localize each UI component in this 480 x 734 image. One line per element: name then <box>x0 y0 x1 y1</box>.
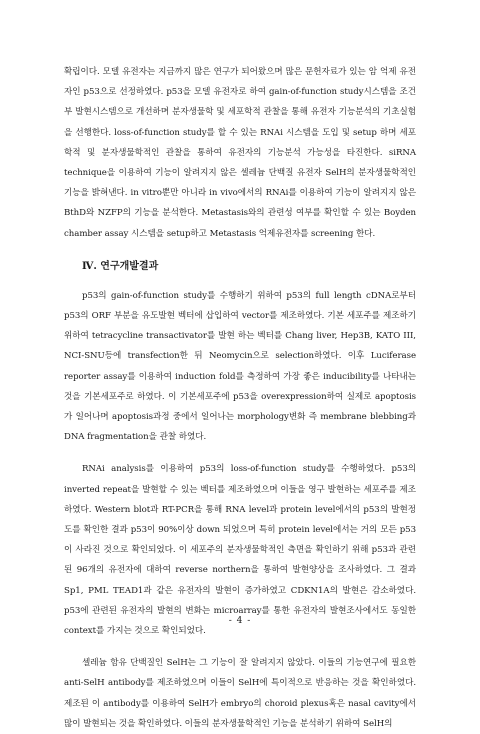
body-paragraph-1: p53의 gain-of-function study를 수행하기 위하여 p53의 full length cDNA로부터 p53의 ORF 부분을 유도발현 벡터에 삽입하여 vector를 제조하였다. 기본 세포주를 제조하기 위하여 tetracycline transactivator를 발현 하는 벡터를 Chang liver, Hep3B, KATO III, NCI-SNU등에 transfection한 뒤 Neomycin으로 selection하였다. 이후 Luciferase reporter assay를 이용하여 induction fold를 측정하여 가장 좋은 inducibility를 나타내는 것을 기본세포주로 하였다. 이 기본세포주에 p53을 overexpression하여 실제로 apoptosis가 일어나며 apoptosis과정 중에서 일어나는 morphology변화 즉 membrane blebbing과 DNA fragmentation을 관찰 하였다. <box>64 290 416 443</box>
intro-paragraph: 확립이다. 모델 유전자는 지금까지 많은 연구가 되어왔으며 많은 문헌자료가 있는 암 억제 유전자인 p53으로 선정하였다. p53을 모델 유전자로 하여 gain-of-function study시스템을 조건부 발현시스템으로 개선하며 분자생물학 및 세포학적 관찰을 통해 유전자 기능분석의 기초실험을 선행한다. loss-of-function study를 할 수 있는 RNAi 시스템을 도입 및 setup 하며 세포학적 및 분자생물학적인 관찰을 통하여 유전자의 기능분석 가능성을 타진한다. siRNA technique을 이용하여 기능이 알려지지 않은 셀레늄 단백질 유전자 SelH의 분자생물학적인 기능을 밝혀낸다. in vitro뿐만 아니라 in vivo에서의 RNAi를 이용하여 기능이 알려지지 않은 BthD와 NZFP의 기능을 분석한다. Metastasis와의 관련성 여부를 확인할 수 있는 Boyden chamber assay 시스템을 setup하고 Metastasis 억제유전자를 screening 한다. <box>64 67 416 239</box>
body-paragraph-3: 셀레늄 함유 단백질인 SelH는 그 기능이 잘 알려지지 않았다. 이들의 기능연구에 필요한 anti-SelH antibody를 제조하였으며 이들이 SelH에 특이적으로 반응하는 것을 확인하였다. 제조된 이 antibody를 이용하여 SelH가 embryo의 choroid plexus혹은 nasal cavity에서 많이 발현되는 것을 확인하였다. 이들의 분자생물학적인 기능을 분석하기 위하여 SelH의 <box>64 658 416 729</box>
body-paragraph-2: RNAi analysis를 이용하여 p53의 loss-of-function study를 수행하였다. p53의 inverted repeat을 발현할 수 있는 벡터를 제조하였으며 이들을 영구 발현하는 세포주를 제조하였다. Western blot과 RT-PCR을 통해 RNA level과 protein level에서의 p53의 발현정도를 확인한 결과 p53이 90%이상 down 되었으며 특히 protein level에서는 거의 모든 p53이 사라진 것으로 확인되었다. 이 세포주의 분자생물학적인 측면을 확인하기 위해 p53과 관련된 96개의 유전자에 대하여 reverse northern을 통하여 발현양상을 조사하였다. 그 결과 Sp1, PML TEAD1과 같은 유전자의 발현이 증가하였고 CDKN1A의 발현은 감소하였다. p53에 관련된 유전자의 발현의 변화는 microarray를 통한 유전자의 발현조사에서도 동일한 context를 가지는 것으로 확인되었다. <box>64 464 416 637</box>
section-heading: Ⅳ. 연구개발결과 <box>82 260 159 272</box>
page-number: - 4 - <box>228 616 252 626</box>
